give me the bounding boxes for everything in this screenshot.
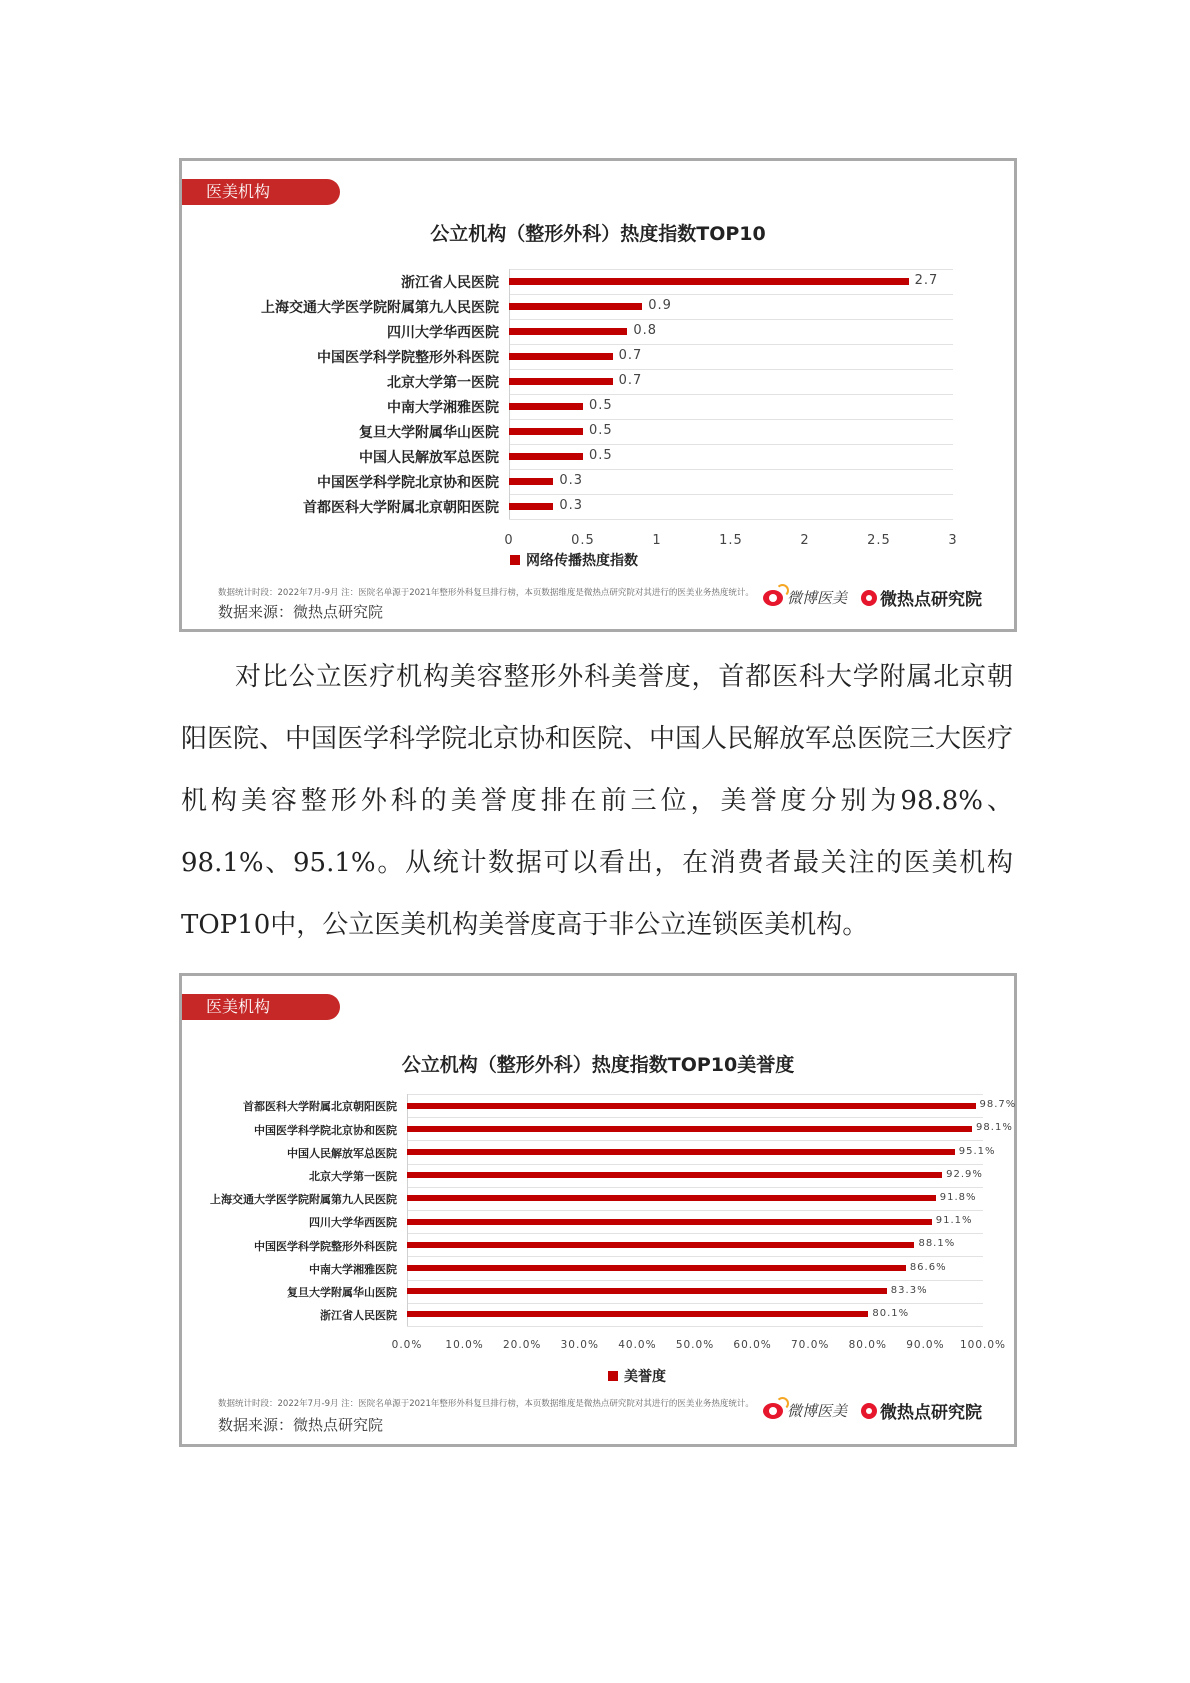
category-label: 中国人民解放军总医院	[287, 1146, 397, 1160]
gridline	[407, 1303, 983, 1304]
x-tick-label: 90.0%	[906, 1339, 945, 1351]
category-label: 四川大学华西医院	[387, 325, 499, 342]
x-tick-label: 50.0%	[675, 1339, 715, 1351]
bar	[509, 403, 583, 410]
gridline	[509, 294, 953, 295]
wrd-icon	[861, 1403, 877, 1419]
category-label: 上海交通大学医学院附属第九人民医院	[261, 300, 499, 317]
bar	[509, 353, 613, 360]
x-tick-label: 1.5	[719, 533, 743, 548]
gridline	[407, 1233, 983, 1234]
value-label: 0.7	[618, 373, 643, 389]
x-tick-label: 1	[652, 533, 662, 548]
category-label: 中南大学湘雅医院	[387, 400, 499, 417]
logos	[763, 585, 982, 610]
bar-chart-heat-index	[182, 161, 1014, 581]
category-label: 中国医学科学院北京协和医院	[254, 1123, 397, 1137]
footnote: 数据统计时段：2022年7月-9月 注：医院名单源于2021年整形外科复旦排行榜，本页数据维度是微热点研究院对其进行的医美业务热度统计。	[218, 1399, 754, 1409]
wrd-text: 微热点研究院	[880, 1403, 982, 1423]
value-label: 98.1%	[976, 1122, 1013, 1134]
x-tick-label: 0.0%	[391, 1339, 423, 1351]
data-source: 数据来源：微热点研究院	[218, 1416, 384, 1434]
x-tick-label: 0.5	[571, 533, 595, 548]
value-label: 80.1%	[872, 1307, 910, 1319]
wrd-text: 微热点研究院	[880, 590, 982, 610]
weibo-med-text: 微博医美	[786, 589, 847, 607]
bar	[509, 478, 553, 485]
x-tick-label: 2.5	[867, 533, 891, 548]
bar	[407, 1149, 955, 1155]
value-label: 0.5	[589, 398, 613, 414]
bar	[407, 1288, 887, 1294]
x-tick-label: 10.0%	[445, 1339, 484, 1351]
category-label: 中国医学科学院北京协和医院	[317, 475, 499, 492]
bar	[509, 303, 642, 310]
gridline	[509, 519, 953, 520]
value-label: 92.9%	[946, 1168, 983, 1180]
x-tick-label: 70.0%	[791, 1339, 830, 1351]
chart-legend	[510, 550, 638, 570]
gridline	[407, 1164, 983, 1165]
x-tick-label: 80.0%	[848, 1339, 887, 1351]
gridline	[509, 494, 953, 495]
value-label: 0.5	[589, 448, 613, 464]
wrd-logo	[861, 585, 982, 610]
gridline	[407, 1140, 983, 1141]
bar	[509, 503, 553, 510]
bar	[407, 1172, 942, 1178]
value-label: 0.7	[618, 348, 643, 364]
gridline	[407, 1187, 983, 1188]
weibo-med-logo	[763, 1400, 847, 1421]
x-tick-label: 3	[948, 533, 958, 548]
x-tick-label: 60.0%	[733, 1339, 772, 1351]
category-label: 浙江省人民医院	[401, 275, 499, 292]
legend-swatch	[608, 1371, 618, 1381]
category-label: 中国人民解放军总医院	[359, 450, 499, 467]
category-label: 中国医学科学院整形外科医院	[317, 350, 499, 367]
gridline	[509, 444, 953, 445]
footnote: 数据统计时段：2022年7月-9月 注：医院名单源于2021年整形外科复旦排行榜，本页数据维度是微热点研究院对其进行的医美业务热度统计。	[218, 588, 754, 598]
value-label: 2.7	[914, 273, 939, 289]
bar	[407, 1219, 932, 1225]
chart-card-reputation	[179, 973, 1017, 1447]
section-tag: 医美机构	[182, 994, 340, 1020]
gridline	[509, 319, 953, 320]
wrd-icon	[861, 590, 877, 606]
value-label: 91.8%	[939, 1191, 977, 1203]
x-tick-label: 2	[800, 533, 810, 548]
gridline	[509, 269, 953, 270]
bar	[509, 328, 627, 335]
weibo-med-logo	[763, 587, 847, 608]
category-label: 复旦大学附属华山医院	[287, 1286, 397, 1300]
gridline	[509, 419, 953, 420]
bar	[407, 1103, 976, 1109]
chart-title: 公立机构（整形外科）热度指数TOP10	[430, 223, 766, 245]
gridline	[509, 369, 953, 370]
bar-chart-reputation	[182, 976, 1017, 1396]
value-label: 98.7%	[979, 1099, 1017, 1111]
bar	[407, 1265, 906, 1271]
category-label: 上海交通大学医学院附属第九人民医院	[210, 1193, 397, 1207]
x-tick-label: 20.0%	[503, 1339, 542, 1351]
bar	[407, 1242, 914, 1248]
wrd-logo	[861, 1398, 982, 1423]
category-label: 北京大学第一医院	[387, 375, 499, 392]
weibo-icon	[763, 590, 783, 606]
gridline	[407, 1210, 983, 1211]
bar	[509, 378, 613, 385]
logos	[763, 1398, 982, 1423]
value-label: 0.3	[559, 498, 584, 514]
category-label: 浙江省人民医院	[320, 1309, 397, 1323]
chart-title: 公立机构（整形外科）热度指数TOP10美誉度	[401, 1054, 795, 1076]
bar	[509, 428, 583, 435]
category-label: 北京大学第一医院	[309, 1170, 397, 1184]
gridline	[407, 1094, 983, 1095]
bar	[509, 278, 909, 285]
value-label: 95.1%	[958, 1145, 996, 1157]
chart-card-heat-index	[179, 158, 1017, 632]
weibo-med-text: 微博医美	[786, 1402, 847, 1420]
paragraph-text: 对比公立医疗机构美容整形外科美誉度，首都医科大学附属北京朝阳医院、中国医学科学院北京协和医院、中国人民解放军总医院三大医疗机构美容整形外科的美誉度排在前三位，美誉度分别为98.8%、98.1%、95.1%。从统计数据可以看出，在消费者最关注的医美机构TOP10中，公立医美机构美誉度高于非公立连锁医美机构。	[181, 662, 1014, 940]
gridline	[407, 1326, 983, 1327]
gridline	[407, 1280, 983, 1281]
gridline	[509, 394, 953, 395]
legend-label: 美誉度	[624, 1369, 666, 1385]
value-label: 86.6%	[909, 1261, 947, 1273]
value-label: 83.3%	[890, 1284, 928, 1296]
category-label: 首都医科大学附属北京朝阳医院	[303, 500, 499, 517]
x-tick-label: 100.0%	[959, 1339, 1007, 1351]
data-source: 数据来源：微热点研究院	[218, 603, 384, 621]
category-label: 中国医学科学院整形外科医院	[254, 1239, 397, 1253]
category-label: 中南大学湘雅医院	[309, 1262, 397, 1276]
category-label: 复旦大学附属华山医院	[359, 425, 499, 442]
gridline	[509, 469, 953, 470]
legend-swatch	[510, 555, 520, 565]
category-label: 四川大学华西医院	[309, 1216, 397, 1230]
value-label: 0.5	[589, 423, 613, 439]
value-label: 0.8	[633, 323, 658, 339]
value-label: 0.3	[559, 473, 584, 489]
bar	[509, 453, 583, 460]
bar	[407, 1311, 868, 1317]
value-label: 91.1%	[935, 1215, 973, 1227]
gridline	[407, 1256, 983, 1257]
bar	[407, 1195, 936, 1201]
gridline	[407, 1117, 983, 1118]
section-tag: 医美机构	[182, 179, 340, 205]
gridline	[509, 344, 953, 345]
x-tick-label: 0	[504, 533, 514, 548]
x-tick-label: 30.0%	[560, 1339, 599, 1351]
legend-label: 网络传播热度指数	[526, 553, 638, 569]
category-label: 首都医科大学附属北京朝阳医院	[243, 1100, 397, 1114]
value-label: 0.9	[648, 298, 672, 314]
body-paragraph	[181, 646, 1013, 956]
x-tick-label: 40.0%	[618, 1339, 657, 1351]
chart-legend	[608, 1366, 666, 1386]
bar	[407, 1126, 972, 1132]
value-label: 88.1%	[918, 1238, 956, 1250]
weibo-icon	[763, 1403, 783, 1419]
